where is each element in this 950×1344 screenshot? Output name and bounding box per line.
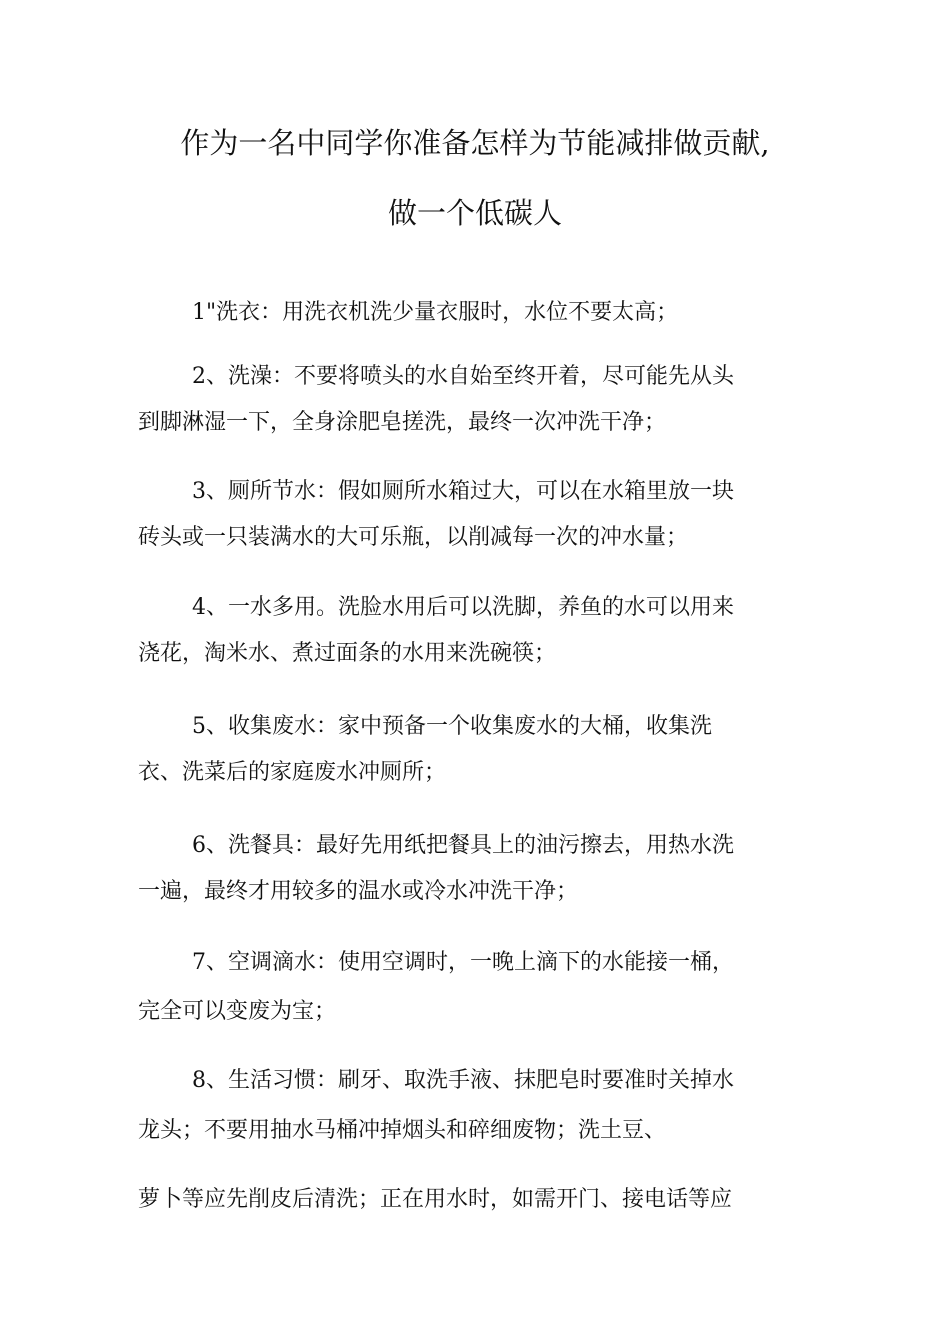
paragraph-4-line-2: 浇花，淘米水、煮过面条的水用来洗碗筷； (138, 641, 557, 666)
paragraph-8-line-3: 萝卜等应先削皮后清洗；正在用水时，如需开门、接电话等应 (138, 1187, 733, 1212)
paragraph-3-line-1: 3、厕所节水：假如厕所水箱过大，可以在水箱里放一块 (192, 479, 734, 504)
paragraph-6-line-2: 一遍，最终才用较多的温水或冷水冲洗干净； (138, 879, 579, 904)
document-title-line-1: 作为一名中同学你准备怎样为节能减排做贡献, (180, 126, 770, 160)
document-title-line-2: 做一个低碳人 (387, 196, 562, 230)
paragraph-7-line-1: 7、空调滴水：使用空调时，一晚上滴下的水能接一桶， (192, 950, 734, 975)
paragraph-5-line-2: 衣、洗菜后的家庭废水冲厕所； (138, 760, 447, 785)
paragraph-3-line-2: 砖头或一只装满水的大可乐瓶，以削减每一次的冲水量； (138, 525, 689, 550)
paragraph-6-line-1: 6、洗餐具：最好先用纸把餐具上的油污擦去，用热水洗 (192, 833, 734, 858)
paragraph-1-line-1: 1"洗衣：用洗衣机洗少量衣服时，水位不要太高； (192, 300, 679, 325)
paragraph-4-line-1: 4、一水多用。洗脸水用后可以洗脚，养鱼的水可以用来 (192, 595, 734, 620)
paragraph-5-line-1: 5、收集废水：家中预备一个收集废水的大桶，收集洗 (192, 714, 712, 739)
paragraph-2-line-1: 2、洗澡：不要将喷头的水自始至终开着，尽可能先从头 (192, 364, 734, 389)
paragraph-8-line-2: 龙头；不要用抽水马桶冲掉烟头和碎细废物；洗土豆、 (138, 1118, 667, 1143)
paragraph-8-line-1: 8、生活习惯：刷牙、取洗手液、抹肥皂时要准时关掉水 (192, 1068, 734, 1093)
paragraph-2-line-2: 到脚淋湿一下，全身涂肥皂搓洗，最终一次冲洗干净； (138, 410, 667, 435)
paragraph-7-line-2: 完全可以变废为宝； (138, 999, 337, 1024)
